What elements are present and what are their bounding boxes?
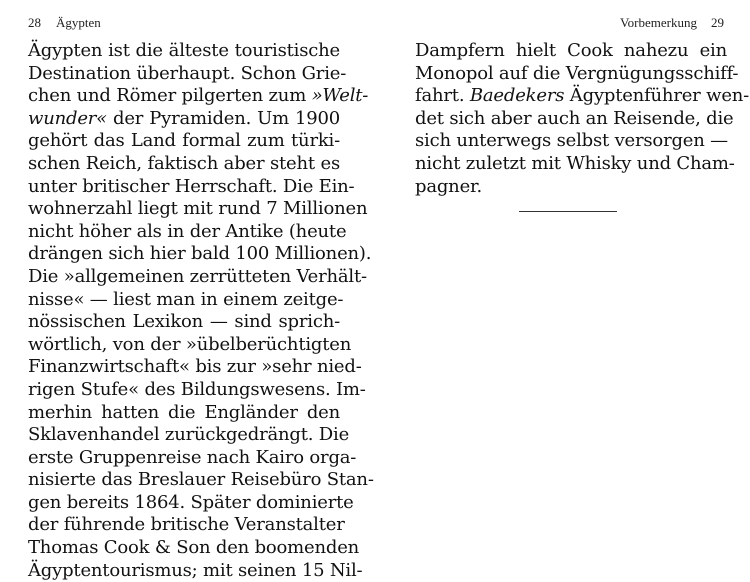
right-running-head — [620, 15, 724, 31]
left-running-head — [28, 15, 101, 31]
text-segment: nisse« — liest man in einem zeitge- — [28, 288, 344, 310]
text-segment: nicht höher als in der Antike (heute — [28, 220, 347, 242]
text-line — [28, 402, 340, 425]
text-segment: fahrt. — [415, 85, 470, 107]
text-line — [28, 265, 367, 289]
text-segment: unter britischer Herrschaft. Die Ein- — [28, 175, 355, 197]
text-segment: pagner. — [415, 175, 482, 197]
text-line — [28, 469, 374, 492]
text-segment: merhin hatten die Engländer den — [28, 401, 340, 423]
text-line — [28, 288, 344, 312]
text-line — [28, 491, 354, 515]
text-segment: der Pyramiden. Um 1900 — [107, 107, 340, 129]
text-line — [28, 40, 340, 63]
text-segment: Thomas Cook & Son den boomenden — [28, 537, 360, 559]
text-segment: Sklavenhandel zurückgedrängt. Die — [28, 424, 350, 446]
text-line — [28, 514, 345, 537]
text-segment: rigen Stufe« des Bildungswesens. Im- — [28, 378, 366, 400]
text-segment: Ägypten ist die älteste touristische — [28, 40, 340, 61]
italic-text: Baedekers — [469, 85, 565, 107]
text-line — [415, 40, 727, 63]
text-line — [28, 130, 340, 153]
text-segment: drängen sich hier bald 100 Millionen). — [28, 243, 372, 265]
right-page-number: 29 — [711, 15, 724, 30]
text-segment: wohnerzahl liegt mit rund 7 Millionen — [28, 198, 368, 220]
text-line — [28, 356, 362, 379]
text-segment: gehört das Land formal zum türki- — [28, 130, 340, 152]
text-line — [28, 62, 347, 86]
text-segment: Monopol auf die Vergnügungsschiff- — [415, 62, 739, 84]
text-segment: nicht zuletzt mit Whisky und Cham- — [415, 152, 735, 174]
text-segment: wörtlich, von der »übelberüchtigten — [28, 333, 352, 355]
text-segment: Finanzwirtschaft« bis zur »sehr nied- — [28, 356, 362, 378]
text-line — [415, 176, 727, 199]
text-segment: chen und Römer pilgerten zum — [28, 85, 312, 107]
text-line — [28, 446, 357, 470]
text-line — [28, 333, 352, 357]
text-line — [415, 152, 735, 176]
text-segment: Ägyptentourismus; mit seinen 15 Nil- — [28, 559, 363, 581]
text-line — [28, 85, 369, 108]
text-line — [28, 559, 363, 582]
text-segment: Ägyptenführer wen- — [564, 85, 750, 107]
italic-text: »Welt- — [311, 85, 369, 107]
text-segment: sich unterwegs selbst versorgen — — [415, 130, 728, 152]
text-line — [415, 85, 750, 108]
text-line — [28, 220, 347, 244]
left-running-title: Ägypten — [56, 15, 101, 30]
text-line — [28, 243, 372, 266]
text-segment: Dampfern hielt Cook nahezu ein — [415, 40, 727, 61]
text-line — [28, 537, 360, 560]
text-segment: nössischen Lexikon — sind sprich- — [28, 311, 340, 333]
text-segment: schen Reich, faktisch aber steht es — [28, 152, 340, 174]
text-line — [28, 311, 340, 334]
text-line — [28, 198, 368, 221]
left-page-number: 28 — [28, 15, 41, 30]
text-line — [28, 424, 350, 447]
right-running-title: Vorbemerkung — [619, 15, 697, 30]
text-line — [28, 153, 340, 176]
text-segment: nisierte das Breslauer Reisebüro Stan- — [28, 469, 374, 491]
text-line — [28, 108, 340, 131]
text-segment: gen bereits 1864. Später dominierte — [28, 491, 354, 513]
text-segment: Die »allgemeinen zerrütteten Verhält- — [28, 265, 367, 287]
left-page — [0, 0, 375, 581]
text-line — [28, 378, 366, 402]
italic-text: wunder« — [28, 107, 107, 129]
text-segment: der führende britische Veranstalter — [28, 514, 345, 536]
text-segment: det sich aber auch an Reisende, die — [415, 107, 734, 129]
section-end-rule — [519, 211, 617, 212]
text-line — [415, 62, 739, 86]
left-body-text — [28, 40, 374, 582]
text-segment: Destination überhaupt. Schon Grie- — [28, 62, 347, 84]
text-line — [415, 130, 727, 153]
right-body-text — [415, 40, 750, 198]
text-segment: erste Gruppenreise nach Kairo orga- — [28, 446, 357, 468]
right-page — [375, 0, 750, 561]
text-line — [415, 107, 734, 131]
text-line — [28, 175, 355, 199]
